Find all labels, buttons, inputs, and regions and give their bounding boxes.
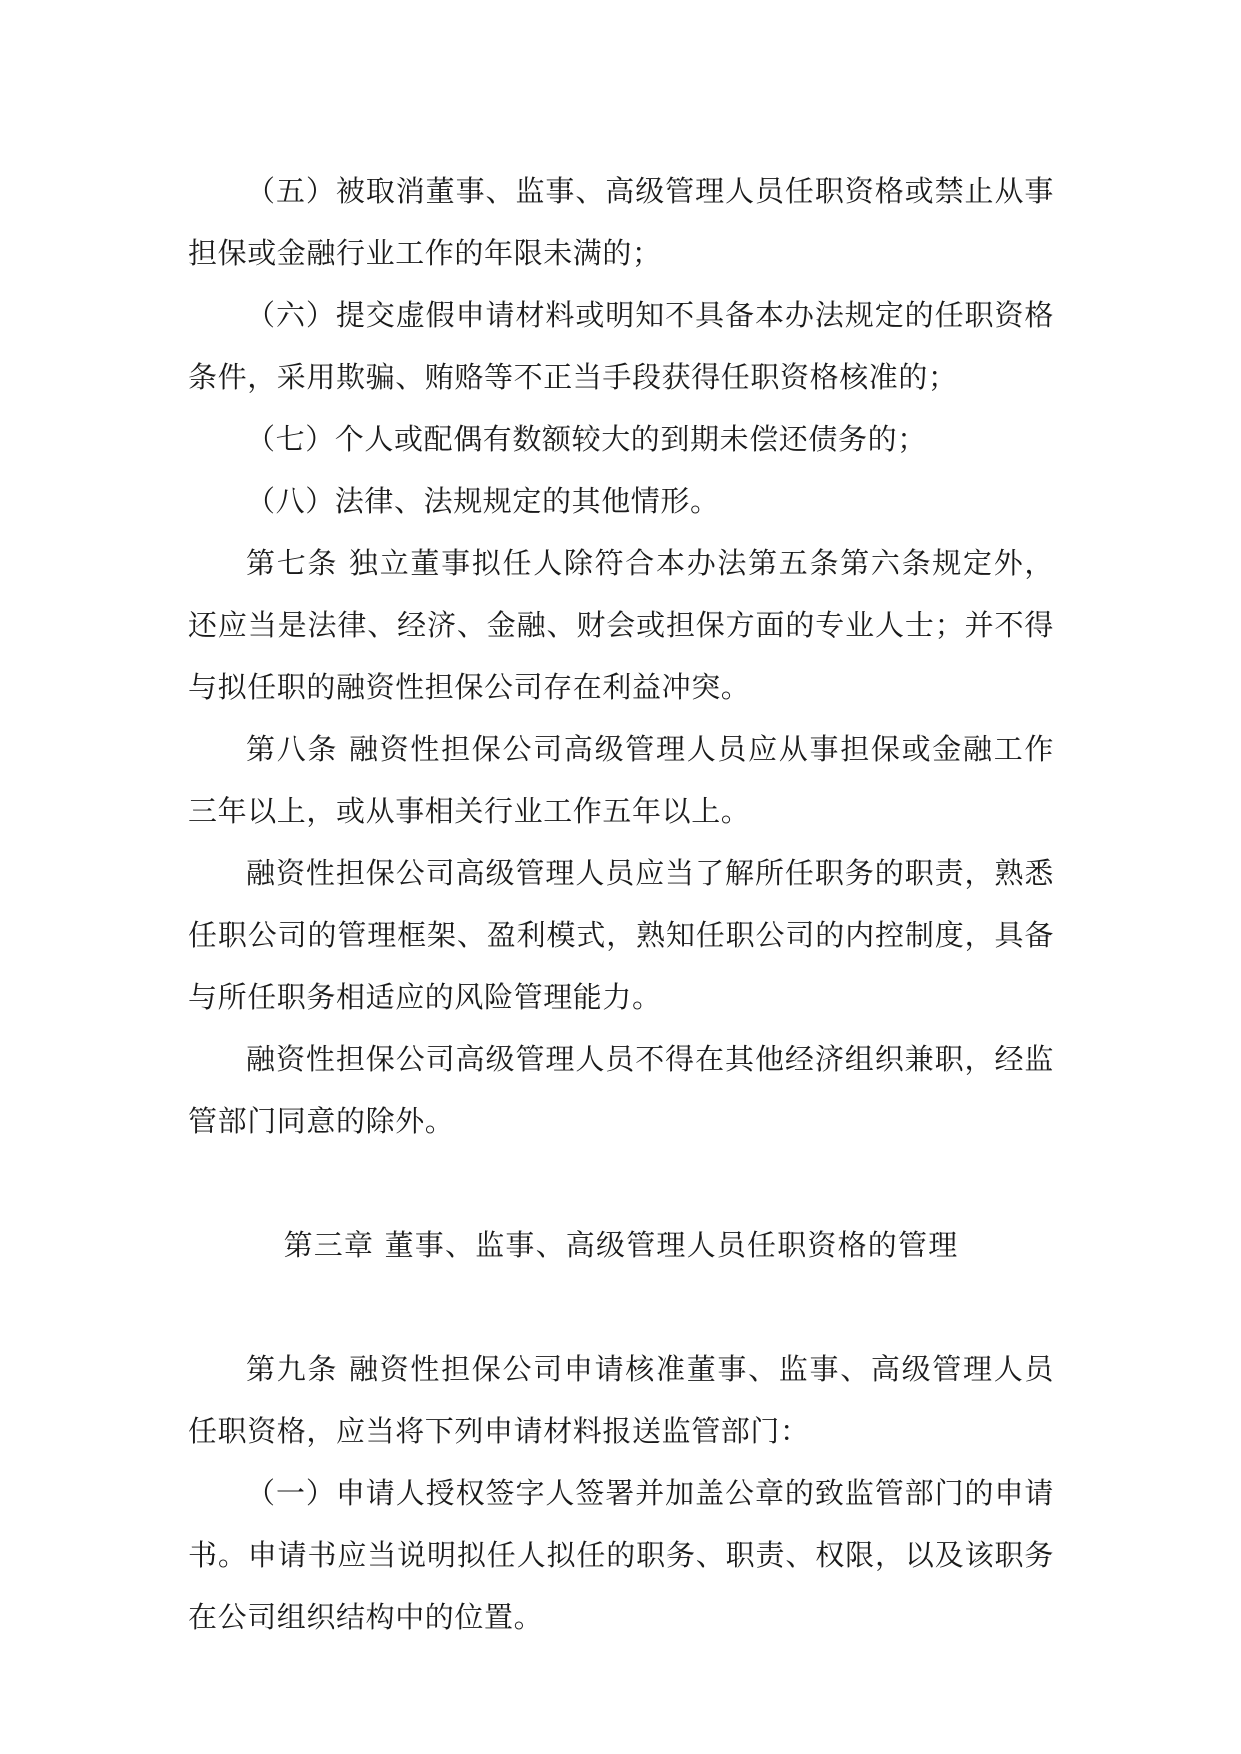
paragraph-article-7: 第七条 独立董事拟任人除符合本办法第五条第六条规定外，还应当是法律、经济、金融、财会或担保方面的专业人士；并不得与拟任职的融资性担保公司存在利益冲突。 — [188, 546, 1054, 704]
paragraph-item-5: （五）被取消董事、监事、高级管理人员任职资格或禁止从事担保或金融行业工作的年限未满的； — [188, 174, 1054, 270]
paragraph-item-7: （七）个人或配偶有数额较大的到期未偿还债务的； — [246, 422, 927, 456]
paragraph-item-8: （八）法律、法规规定的其他情形。 — [246, 484, 720, 518]
paragraph-article-8: 第八条 融资性担保公司高级管理人员应从事担保或金融工作三年以上，或从事相关行业工作五年以上。 — [188, 732, 1054, 828]
paragraph-article-9-item-1: （一）申请人授权签字人签署并加盖公章的致监管部门的申请书。申请书应当说明拟任人拟任的职务、职责、权限，以及该职务在公司组织结构中的位置。 — [188, 1476, 1054, 1634]
paragraph-article-8-clause-3: 融资性担保公司高级管理人员不得在其他经济组织兼职，经监管部门同意的除外。 — [188, 1042, 1054, 1138]
paragraph-item-6: （六）提交虚假申请材料或明知不具备本办法规定的任职资格条件，采用欺骗、贿赂等不正当手段获得任职资格核准的； — [188, 298, 1054, 394]
paragraph-article-8-clause-2: 融资性担保公司高级管理人员应当了解所任职务的职责，熟悉任职公司的管理框架、盈利模式，熟知任职公司的内控制度，具备与所任职务相适应的风险管理能力。 — [188, 856, 1054, 1014]
chapter-heading: 第三章 董事、监事、高级管理人员任职资格的管理 — [283, 1228, 959, 1262]
document-body — [188, 160, 1054, 1648]
paragraph-article-9: 第九条 融资性担保公司申请核准董事、监事、高级管理人员任职资格，应当将下列申请材料报送监管部门： — [188, 1352, 1054, 1448]
